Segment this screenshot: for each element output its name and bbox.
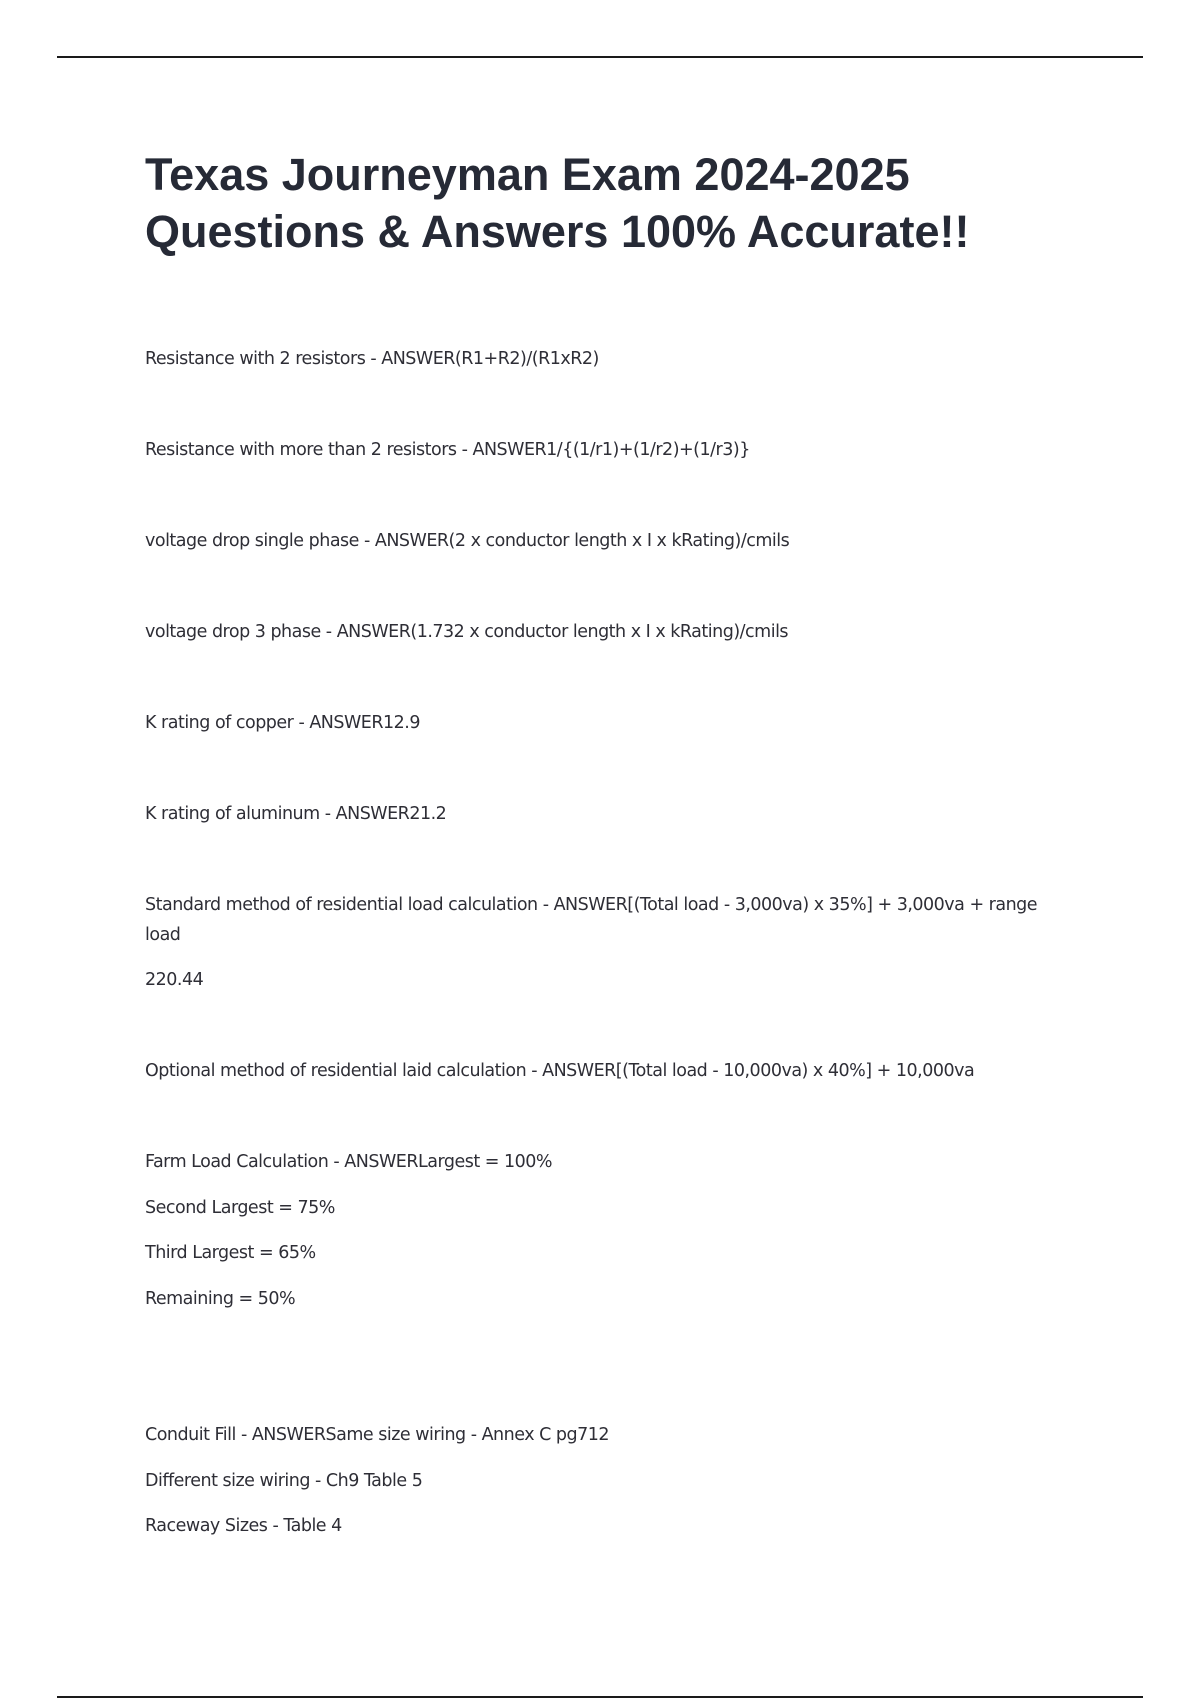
qa-conduit-fill: Conduit Fill - ANSWERSame size wiring - Annex C pg712 <box>145 1425 610 1445</box>
qa-k-aluminum: K rating of aluminum - ANSWER21.2 <box>145 804 447 824</box>
qa-raceway-sizes: Raceway Sizes - Table 4 <box>145 1516 342 1536</box>
qa-farm-load: Farm Load Calculation - ANSWERLargest = 100% <box>145 1152 553 1172</box>
qa-standard-method: Standard method of residential load calculation - ANSWER[(Total load - 3,000va) x 35%] + 3,000va + range load <box>145 895 1038 945</box>
document-title <box>145 146 1105 260</box>
qa-farm-third: Third Largest = 65% <box>145 1243 316 1263</box>
qa-standard-method-ref: 220.44 <box>145 970 204 990</box>
bottom-divider <box>57 1696 1143 1698</box>
title-line-1: Texas Journeyman Exam 2024-2025 <box>145 149 910 200</box>
qa-voltage-drop-three: voltage drop 3 phase - ANSWER(1.732 x conductor length x I x kRating)/cmils <box>145 622 789 642</box>
qa-k-copper: K rating of copper - ANSWER12.9 <box>145 713 420 733</box>
title-line-2: Questions & Answers 100% Accurate!! <box>145 206 970 257</box>
qa-optional-method: Optional method of residential laid calculation - ANSWER[(Total load - 10,000va) x 40%] + 10,000va <box>145 1061 975 1081</box>
qa-resistance-two: Resistance with 2 resistors - ANSWER(R1+R2)/(R1xR2) <box>145 349 599 369</box>
top-divider <box>57 56 1143 58</box>
qa-farm-remaining: Remaining = 50% <box>145 1289 296 1309</box>
qa-resistance-many: Resistance with more than 2 resistors - ANSWER1/{(1/r1)+(1/r2)+(1/r3)} <box>145 440 750 460</box>
qa-voltage-drop-single: voltage drop single phase - ANSWER(2 x conductor length x I x kRating)/cmils <box>145 531 790 551</box>
qa-conduit-different: Different size wiring - Ch9 Table 5 <box>145 1471 423 1491</box>
qa-farm-second: Second Largest = 75% <box>145 1198 335 1218</box>
